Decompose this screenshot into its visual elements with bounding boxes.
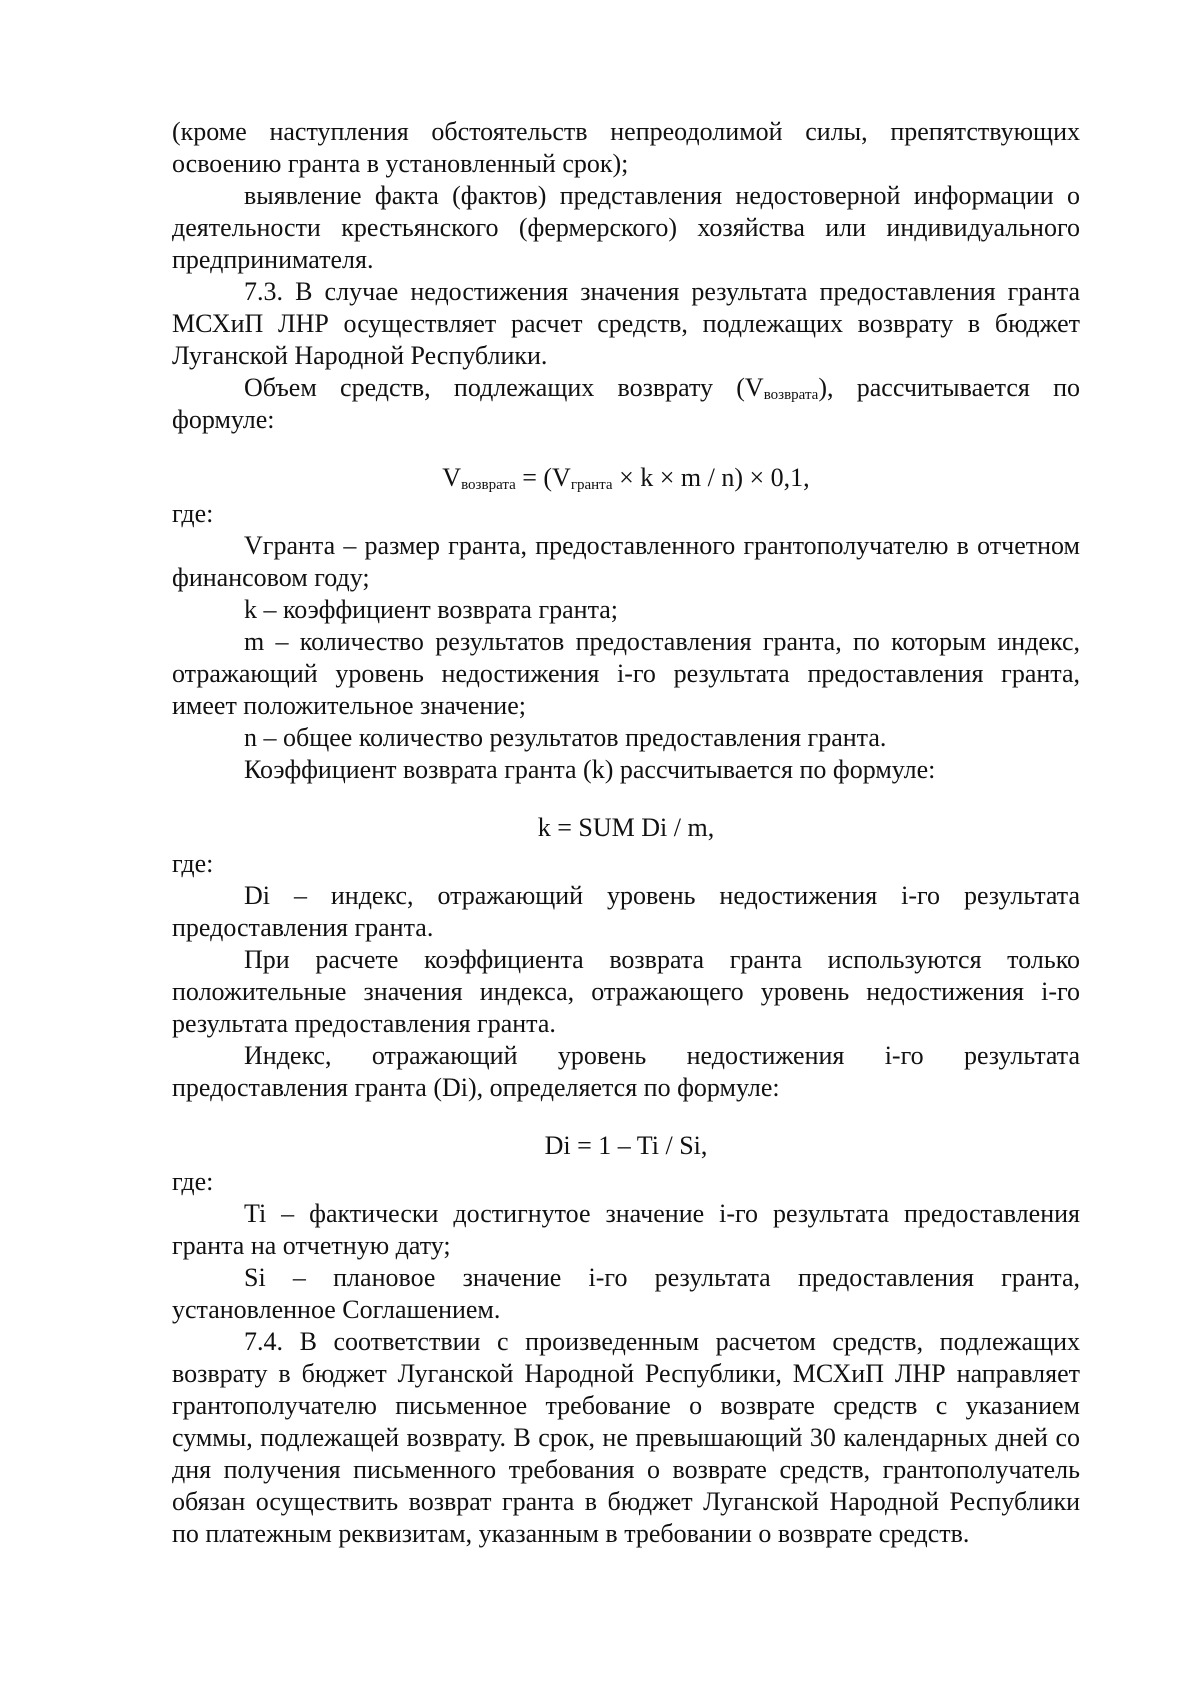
- definition-ti: Ti – фактически достигнутое значение i-го результата предоставления гранта на отчетную дату;: [172, 1199, 1080, 1260]
- paragraph-k-formula-intro: Коэффициент возврата гранта (k) рассчитывается по формуле:: [244, 755, 936, 784]
- volume-intro-subscript: возврата: [763, 387, 819, 403]
- paragraph-false-info: выявление факта (фактов) представления недостоверной информации о деятельности крестьянского (фермерского) хозяйства или индивидуального предпринимателя.: [172, 181, 1080, 274]
- document-body: [172, 116, 1080, 1550]
- formula-k: k = SUM Di / m,: [537, 813, 715, 842]
- where-label-1: где:: [172, 499, 214, 528]
- definition-vgranta: Vгранта – размер гранта, предоставленного грантополучателю в отчетном финансовом году;: [172, 531, 1080, 592]
- formula-volume-sub-grant: гранта: [570, 477, 613, 493]
- definition-n: n – общее количество результатов предоставления гранта.: [244, 723, 887, 752]
- formula-volume-sub-return: возврата: [461, 477, 516, 493]
- formula-volume-mid: = (V: [515, 463, 571, 492]
- paragraph-volume-formula-intro: [172, 372, 1080, 436]
- where-label-2: где:: [172, 849, 214, 878]
- paragraph-force-majeure: (кроме наступления обстоятельств непреодолимой силы, препятствующих освоению гранта в установленный срок);: [172, 117, 1080, 178]
- formula-di: Di = 1 – Ti / Si,: [544, 1131, 708, 1160]
- formula-volume-v: V: [442, 463, 462, 492]
- formula-volume-end: × k × m / n) × 0,1,: [612, 463, 810, 492]
- paragraph-7-3: 7.3. В случае недостижения значения результата предоставления гранта МСХиП ЛНР осуществляет расчет средств, подлежащих возврату в бюджет Луганской Народной Республики.: [172, 277, 1080, 370]
- definition-m: m – количество результатов предоставления гранта, по которым индекс, отражающий уровень недостижения i-го результата предоставления гранта, имеет положительное значение;: [172, 627, 1080, 720]
- paragraph-di-formula-intro: Индекс, отражающий уровень недостижения i-го результата предоставления гранта (Di), определяется по формуле:: [172, 1041, 1080, 1102]
- formula-volume: [172, 462, 1080, 494]
- paragraph-7-4: 7.4. В соответствии с произведенным расчетом средств, подлежащих возврату в бюджет Луганской Народной Республики, МСХиП ЛНР направляет грантополучателю письменное требование о возврате средств с указанием суммы, подлежащей возврату. В срок, не превышающий 30 календарных дней со дня получения письменного требования о возврате средств, грантополучатель обязан осуществить возврат гранта в бюджет Луганской Народной Республики по платежным реквизитам, указанным в требовании о возврате средств.: [172, 1327, 1080, 1548]
- where-label-3: где:: [172, 1167, 214, 1196]
- volume-intro-end: ), рассчитывается по формуле:: [172, 373, 1080, 434]
- definition-di: Di – индекс, отражающий уровень недостижения i-го результата предоставления гранта.: [172, 881, 1080, 942]
- definition-k: k – коэффициент возврата гранта;: [244, 595, 619, 624]
- definition-si: Si – плановое значение i-го результата предоставления гранта, установленное Соглашением.: [172, 1263, 1080, 1324]
- volume-intro-start: Объем средств, подлежащих возврату (V: [244, 373, 764, 402]
- paragraph-positive-values: При расчете коэффициента возврата гранта используются только положительные значения индекса, отражающего уровень недостижения i-го результата предоставления гранта.: [172, 945, 1080, 1038]
